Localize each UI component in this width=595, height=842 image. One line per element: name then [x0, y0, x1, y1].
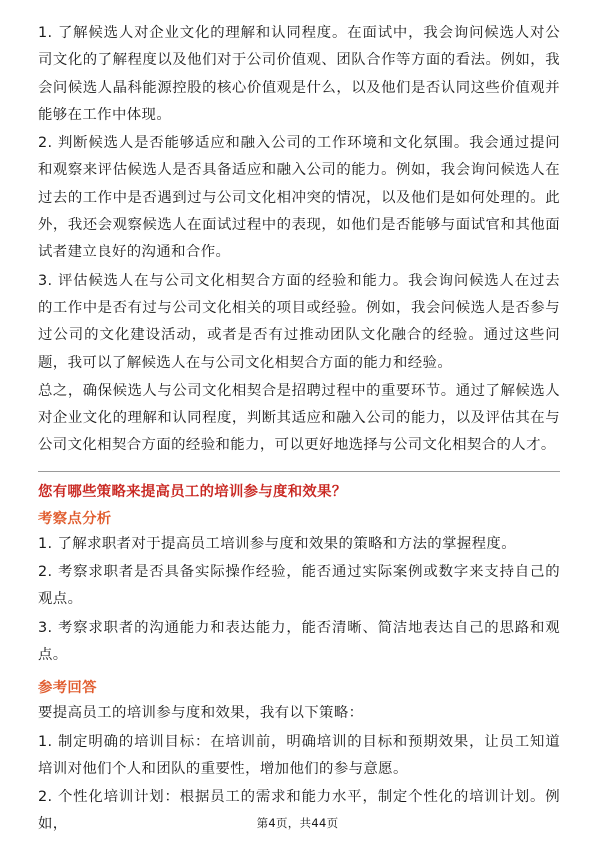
paragraph-point-2: 2. 判断候选人是否能够适应和融入公司的工作环境和文化氛围。我会通过提问和观察来评估候选人是否具备适应和融入公司的能力。例如，我会询问候选人在过去的工作中是否遇到过与公司文化相冲突的情况，以及他们是如何处理的。此外，我还会观察候选人在面试过程中的表现，如他们是否能够与面试官和其他面试者建立良好的沟通和合作。: [38, 135, 560, 261]
question-heading: 您有哪些策略来提高员工的培训参与度和效果？: [38, 483, 347, 500]
answer-item-2: 2. 个性化培训计划：根据员工的需求和能力水平，制定个性化的培训计划。例如，: [38, 789, 560, 833]
analysis-item-3: 3. 考察求职者的沟通能力和表达能力，能否清晰、简洁地表达自己的思路和观点。: [38, 619, 560, 663]
paragraph-summary: 总之，确保候选人与公司文化相契合是招聘过程中的重要环节。通过了解候选人对企业文化的理解和认同程度，判断其适应和融入公司的能力，以及评估其在与公司文化相契合方面的经验和能力，可以更好地选择与公司文化相契合的人才。: [38, 382, 560, 454]
answer-intro: 要提高员工的培训参与度和效果，我有以下策略：: [38, 705, 364, 722]
page-number-footer: 第4页，共44页: [256, 816, 339, 830]
document-page: [38, 20, 560, 840]
analysis-heading: 考察点分析: [38, 510, 112, 527]
section-divider: [38, 471, 560, 472]
analysis-item-2: 2. 考察求职者是否具备实际操作经验，能否通过实际案例或数字来支持自己的观点。: [38, 564, 560, 608]
analysis-item-1: 1. 了解求职者对于提高员工培训参与度和效果的策略和方法的掌握程度。: [38, 535, 517, 552]
answer-heading: 参考回答: [38, 680, 97, 697]
paragraph-point-1: 1. 了解候选人对企业文化的理解和认同程度。在面试中，我会询问候选人对公司文化的了解程度以及他们对于公司价值观、团队合作等方面的看法。例如，我会问候选人晶科能源控股的核心价值观是什么，以及他们是否认同这些价值观并能够在工作中体现。: [38, 25, 560, 123]
answer-item-1: 1. 制定明确的培训目标：在培训前，明确培训的目标和预期效果，让员工知道培训对他们个人和团队的重要性，增加他们的参与意愿。: [38, 733, 560, 777]
paragraph-point-3: 3. 评估候选人在与公司文化相契合方面的经验和能力。我会询问候选人在过去的工作中是否有过与公司文化相关的项目或经验。例如，我会问候选人是否参与过公司的文化建设活动，或者是否有过推动团队文化融合的经验。通过这些问题，我可以了解候选人在与公司文化相契合方面的能力和经验。: [38, 272, 560, 371]
